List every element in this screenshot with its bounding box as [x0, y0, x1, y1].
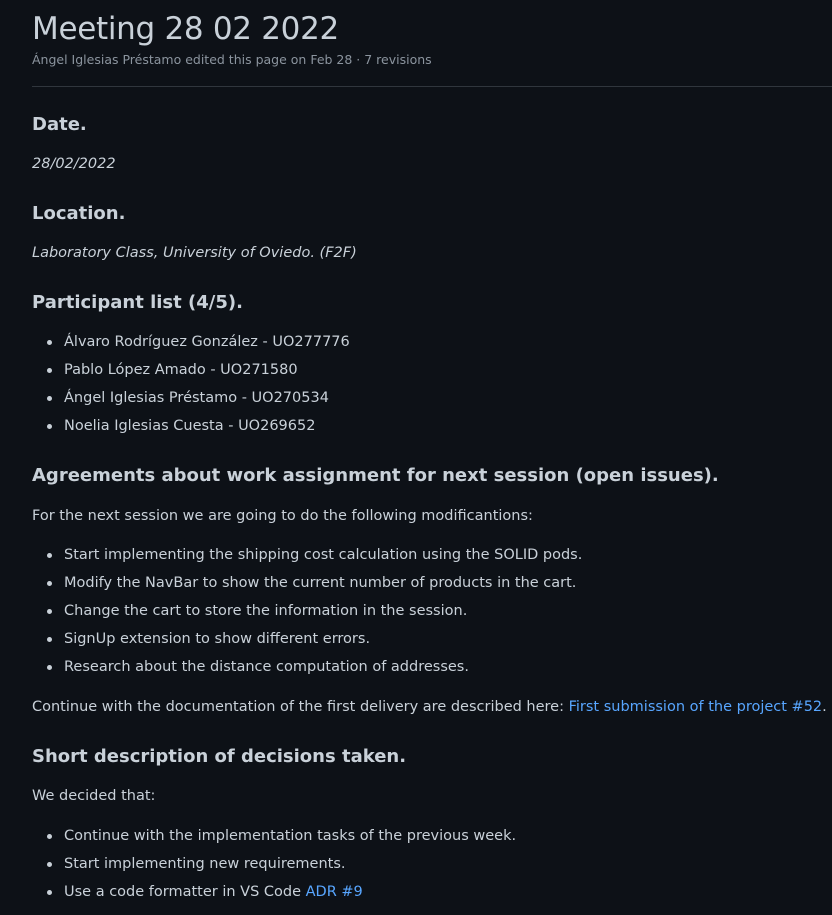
list-item: Modify the NavBar to show the current number of products in the cart. — [32, 573, 582, 601]
decisions-intro: We decided that: — [32, 788, 156, 804]
adr-9-link[interactable]: ADR #9 — [305, 884, 363, 900]
agreements-heading: Agreements about work assignment for next session (open issues). — [32, 465, 719, 486]
list-item: Ángel Iglesias Préstamo - UO270534 — [32, 388, 350, 416]
list-item: Start implementing the shipping cost calculation using the SOLID pods. — [32, 545, 582, 573]
decisions-list — [32, 826, 516, 910]
list-item: Continue with the implementation tasks of the previous week. — [32, 826, 516, 854]
date-value: 28/02/2022 — [32, 156, 116, 172]
agreements-list — [32, 545, 582, 685]
list-item: SignUp extension to show different errors. — [32, 629, 582, 657]
list-item: Noelia Iglesias Cuesta - UO269652 — [32, 416, 350, 444]
list-item: Research about the distance computation of addresses. — [32, 657, 582, 685]
agreements-intro: For the next session we are going to do the following modificantions: — [32, 508, 533, 524]
page-title: Meeting 28 02 2022 — [32, 11, 339, 47]
list-item: Start implementing new requirements. — [32, 854, 516, 882]
list-item: Change the cart to store the information in the session. — [32, 601, 582, 629]
continue-paragraph — [32, 697, 827, 717]
location-heading: Location. — [32, 203, 126, 224]
decisions-heading: Short description of decisions taken. — [32, 746, 407, 767]
list-item: Pablo López Amado - UO271580 — [32, 360, 350, 388]
participant-list — [32, 332, 350, 444]
title-divider — [32, 86, 832, 87]
continue-end: . — [822, 699, 827, 715]
continue-text: Continue with the documentation of the first delivery are described here: — [32, 699, 569, 715]
date-heading: Date. — [32, 114, 87, 135]
list-item: Álvaro Rodríguez González - UO277776 — [32, 332, 350, 360]
page-meta: Ángel Iglesias Préstamo edited this page on Feb 28 · 7 revisions — [32, 52, 432, 67]
formatter-text: Use a code formatter in VS Code — [64, 884, 306, 900]
participants-heading: Participant list (4/5). — [32, 292, 243, 313]
first-submission-link[interactable]: First submission of the project #52 — [568, 699, 823, 715]
location-value: Laboratory Class, University of Oviedo. (F2F) — [32, 245, 357, 261]
list-item — [32, 882, 516, 910]
